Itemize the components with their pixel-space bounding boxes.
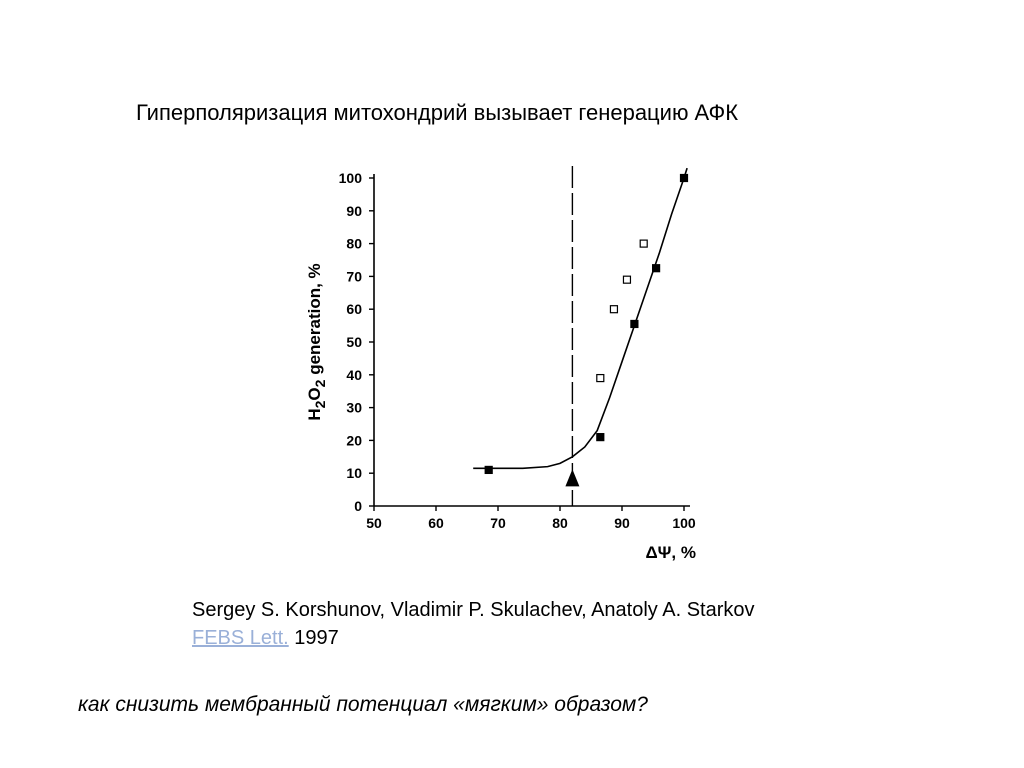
open-square-point	[623, 276, 630, 283]
y-label-subscript: 2	[312, 400, 328, 409]
y-tick-label: 90	[346, 202, 362, 219]
x-tick-label: 70	[490, 515, 506, 531]
open-square-point	[640, 240, 647, 247]
y-label-part: generation, %	[305, 263, 324, 380]
y-tick-label: 10	[346, 465, 362, 482]
filled-square-point	[681, 175, 688, 182]
x-tick-label: 50	[366, 515, 382, 531]
x-axis-label: ΔΨ, %	[645, 543, 696, 562]
filled-square-point	[653, 265, 660, 272]
y-tick-label: 70	[346, 268, 362, 285]
y-label-subscript: 2	[312, 379, 328, 388]
y-tick-label: 40	[346, 366, 362, 383]
h2o2-generation-chart	[290, 155, 720, 575]
citation	[192, 596, 755, 652]
citation-authors: Sergey S. Korshunov, Vladimir P. Skulachev, Anatoly A. Starkov	[192, 599, 755, 621]
filled-square-point	[597, 434, 604, 441]
x-tick-label: 90	[614, 515, 630, 531]
y-tick-label: 50	[346, 334, 362, 350]
fit-curve	[473, 168, 687, 468]
question-text: как снизить мембранный потенциал «мягким» образом?	[78, 693, 648, 716]
citation-year: 1997	[294, 627, 339, 649]
y-axis-label	[305, 263, 328, 420]
threshold-triangle-marker	[565, 469, 579, 486]
filled-square-point	[631, 320, 638, 327]
chart-axes	[374, 174, 690, 506]
data-points	[485, 175, 687, 474]
x-tick-label: 80	[552, 515, 568, 531]
x-tick-label: 60	[428, 515, 444, 531]
filled-square-point	[485, 466, 492, 473]
y-tick-label: 60	[346, 301, 362, 318]
citation-source	[192, 624, 755, 652]
y-axis-ticks	[339, 170, 374, 514]
y-label-part: H	[305, 408, 324, 421]
y-tick-label: 20	[346, 432, 362, 449]
y-tick-label: 30	[346, 399, 362, 416]
x-tick-label: 100	[672, 515, 696, 531]
open-square-point	[610, 306, 617, 313]
open-square-point	[597, 375, 604, 382]
y-label-part: O	[305, 387, 324, 401]
x-axis-ticks	[366, 506, 696, 531]
y-tick-label: 100	[338, 170, 362, 186]
y-tick-label: 80	[346, 235, 362, 252]
y-tick-label: 0	[354, 498, 362, 514]
slide-title: Гиперполяризация митохондрий вызывает генерацию АФК	[136, 100, 739, 125]
journal-link[interactable]: FEBS Lett.	[192, 627, 289, 649]
